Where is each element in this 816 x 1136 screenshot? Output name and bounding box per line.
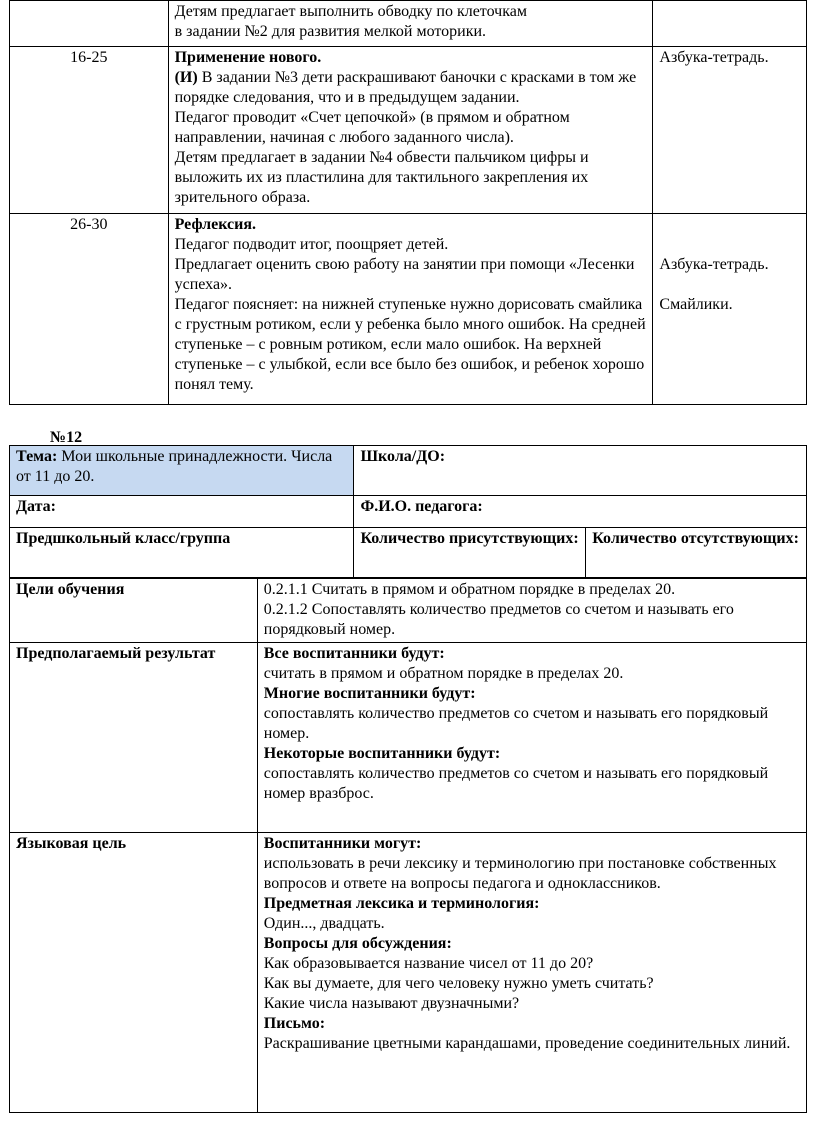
resource-text: Азбука-тетрадь.: [659, 49, 769, 66]
activity-cell: [168, 1, 653, 47]
time-range: 26-30: [70, 216, 108, 233]
activity-text: Педагог поясняет: на нижней ступеньке нужно дорисовать смайлика с грустным ротиком, если у ребенка было много ошибок. На средней ступеньке – с ровным ротиком, если мало ошибок. На верхней ступеньке – с улыбкой, если все было без ошибок, и ребенок хорошо понял тему.: [174, 296, 646, 393]
time-range: 16-25: [70, 49, 108, 66]
lesson-stages-table: [9, 0, 807, 405]
result-many-text: сопоставлять количество предметов со счетом и называть его порядковый номер.: [263, 705, 769, 742]
result-label: Предполагаемый результат: [16, 645, 216, 662]
resource-cell: [653, 1, 807, 47]
goals-label: Цели обучения: [16, 581, 125, 598]
lang-label: Языковая цель: [16, 835, 127, 852]
present-label: Количество присутствующих:: [360, 530, 579, 547]
resource-cell: [653, 214, 807, 405]
time-cell: [10, 47, 169, 214]
class-cell: [10, 528, 354, 578]
teacher-cell: [354, 496, 807, 528]
result-some-label: Некоторые воспитанники будут:: [263, 745, 501, 762]
table-row: [10, 643, 807, 833]
activity-text: Педагог проводит «Счет цепочкой» (в прямом и обратном направлении, начиная с любого заданного числа).: [174, 109, 570, 146]
lang-question: Как вы думаете, для чего человеку нужно уметь считать?: [263, 975, 654, 992]
activity-text: Детям предлагает в задании №4 обвести пальчиком цифры и выложить их из пластилина для тактильного закрепления их зрительного образа.: [174, 149, 589, 206]
time-cell: [10, 1, 169, 47]
present-cell: [354, 528, 586, 578]
lang-vocab-label: Предметная лексика и терминология:: [263, 895, 540, 912]
absent-label: Количество отсутствующих:: [592, 530, 799, 547]
table-row: [10, 833, 807, 1113]
table-row: [10, 214, 807, 405]
resource-text: Смайлики.: [659, 296, 733, 313]
absent-cell: [586, 528, 807, 578]
class-label: Предшкольный класс/группа: [16, 530, 231, 547]
teacher-label: Ф.И.О. педагога:: [360, 498, 483, 515]
activity-text: Педагог подводит итог, поощряет детей.: [174, 236, 449, 253]
lang-writing-label: Письмо:: [263, 1015, 326, 1032]
topic-cell: [10, 446, 354, 496]
lang-vocab-text: Один..., двадцать.: [263, 915, 385, 932]
table-row: [10, 1, 807, 47]
lang-can-text: использовать в речи лексику и терминологию при постановке собственных вопросов и ответе на вопросы педагога и одноклассников.: [263, 855, 777, 892]
time-cell: [10, 214, 169, 405]
school-label: Школа/ДО:: [360, 448, 446, 465]
lang-can-label: Воспитанники могут:: [263, 835, 422, 852]
goal-item: 0.2.1.2 Сопоставлять количество предметов со счетом и называть его порядковый номер.: [263, 601, 734, 638]
individual-marker: (И): [174, 69, 198, 86]
topic-value: Мои школьные принадлежности. Числа от 11 до 20.: [16, 448, 333, 485]
activity-text: в задании №2 для развития мелкой моторики.: [174, 23, 487, 40]
goals-cell: [257, 579, 806, 643]
goals-label-cell: [10, 579, 258, 643]
table-row: [10, 528, 807, 578]
school-cell: [354, 446, 807, 496]
lesson-number: №12: [50, 429, 83, 446]
activity-cell: [168, 47, 653, 214]
result-cell: [257, 643, 806, 833]
table-row: [10, 446, 807, 496]
activity-cell: [168, 214, 653, 405]
topic-label: Тема:: [16, 448, 58, 465]
lang-cell: [257, 833, 806, 1113]
lang-label-cell: [10, 833, 258, 1113]
resource-cell: [653, 47, 807, 214]
lang-question: Какие числа называют двузначными?: [263, 995, 520, 1012]
activity-text: Предлагает оценить свою работу на занятии при помощи «Лесенки успеха».: [174, 256, 635, 293]
resource-text: Азбука-тетрадь.: [659, 256, 769, 273]
result-all-text: считать в прямом и обратном порядке в пределах 20.: [263, 665, 624, 682]
result-some-text: сопоставлять количество предметов со счетом и называть его порядковый номер вразброс.: [263, 765, 769, 802]
goal-item: 0.2.1.1 Считать в прямом и обратном порядке в пределах 20.: [263, 581, 676, 598]
date-label: Дата:: [16, 498, 56, 515]
result-many-label: Многие воспитанники будут:: [263, 685, 476, 702]
table-row: [10, 496, 807, 528]
lesson-plan-table: [9, 445, 807, 578]
stage-heading: Рефлексия.: [174, 216, 256, 233]
activity-text: (И) В задании №3 дети раскрашивают баночки с красками в том же порядке следования, что и в предыдущем задании.: [174, 69, 637, 106]
lesson-goals-table: [9, 578, 807, 1113]
activity-text: Детям предлагает выполнить обводку по клеточкам: [174, 3, 527, 20]
table-row: [10, 579, 807, 643]
lang-questions-label: Вопросы для обсуждения:: [263, 935, 452, 952]
date-cell: [10, 496, 354, 528]
result-all-label: Все воспитанники будут:: [263, 645, 445, 662]
lang-writing-text: Раскрашивание цветными карандашами, проведение соединительных линий.: [263, 1035, 791, 1052]
stage-heading: Применение нового.: [174, 49, 322, 66]
table-row: [10, 47, 807, 214]
lang-question: Как образовывается название чисел от 11 до 20?: [263, 955, 594, 972]
result-label-cell: [10, 643, 258, 833]
